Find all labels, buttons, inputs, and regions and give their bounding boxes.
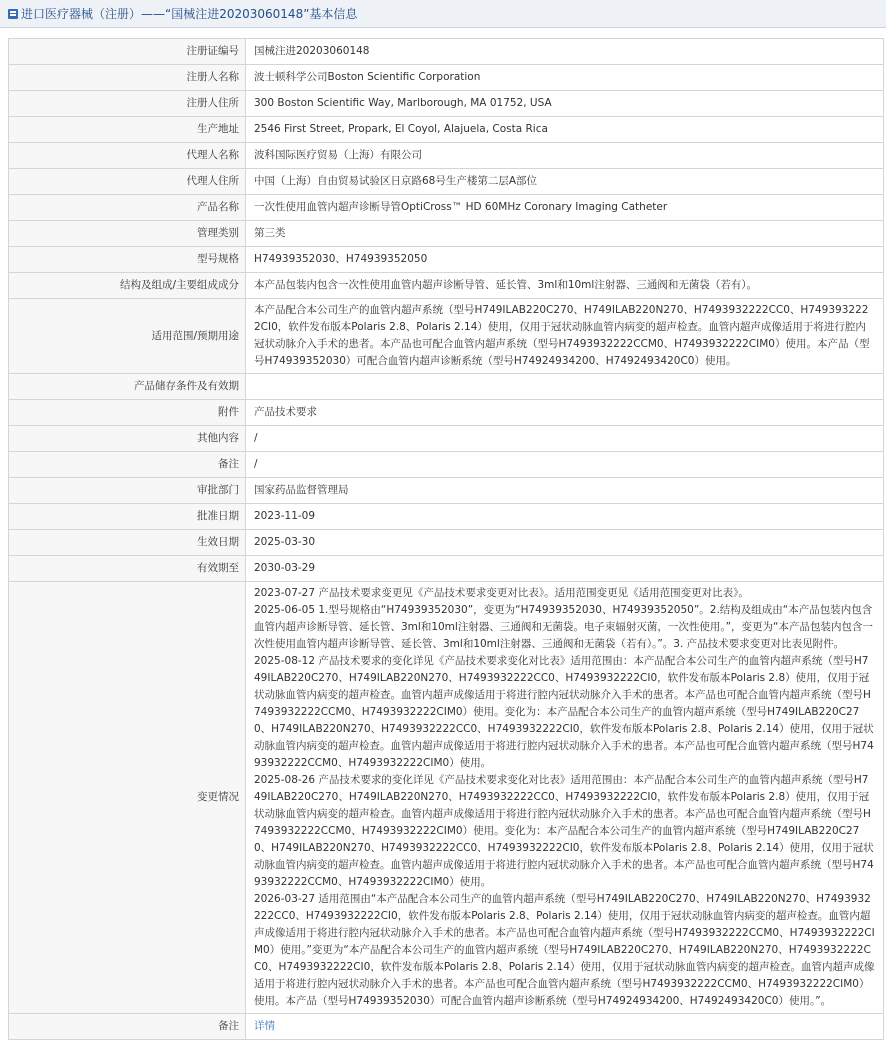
row-value: 一次性使用血管内超声诊断导管OptiCross™ HD 60MHz Coronary Imaging Catheter [246, 195, 884, 221]
row-label: 结构及组成/主要组成成分 [9, 273, 246, 299]
details-link[interactable]: 详情 [254, 1020, 275, 1032]
change-entry: 2023-07-27 产品技术要求变更见《产品技术要求变更对比表》。适用范围变更见《适用范围变更对比表》。 [254, 587, 749, 599]
change-entry: 2025-08-26 产品技术要求的变化详见《产品技术要求变化对比表》适用范围由：本产品配合本公司生产的血管内超声系统（型号H749ILAB220C270、H749ILAB220N270、H7493932222CC0、H7493932222CI0，软件发布版本Polaris 2.8）使用，仅用于冠状动脉血管内病变的超声检查。血管内超声成像适用于将进行腔内冠状动脉介入手术的患者。本产品也可配合血管内超声系统（型号H7493932222CCM0、H7493932222CIM0）使用。变化为：本产品配合本公司生产的血管内超声系统（型号H749ILAB220C270、H749ILAB220N270、H7493932222CC0、H7493932222CI0，软件发布版本Polaris 2.8、Polaris 2.14）使用，仅用于冠状动脉血管内病变的超声检查。血管内超声成像适用于将进行腔内冠状动脉介入手术的患者。本产品也可配合血管内超声系统（型号H7493932222CCM0、H7493932222CIM0）使用。 [254, 774, 874, 888]
table-row [9, 1014, 884, 1040]
table-row [9, 247, 884, 273]
row-label: 生效日期 [9, 530, 246, 556]
change-entry: 2025-06-05 1.型号规格由“H74939352030”，变更为“H74939352030、H74939352050”。2.结构及组成由“本产品包装内包含血管内超声诊断导管、延长管、3ml和10ml注射器、三通阀和无菌袋。电子束辐射灭菌，一次性使用。”，变更为“本产品包装内包含一次性使用血管内超声诊断导管、延长管、3ml和10ml注射器、三通阀和无菌袋（若有）。”。3. 产品技术要求变更对比表见附件。 [254, 604, 873, 650]
table-row [9, 39, 884, 65]
table-row [9, 556, 884, 582]
table-row [9, 504, 884, 530]
row-value: 2546 First Street, Propark, El Coyol, Alajuela, Costa Rica [246, 117, 884, 143]
row-value: 产品技术要求 [246, 400, 884, 426]
row-label: 型号规格 [9, 247, 246, 273]
row-label: 产品名称 [9, 195, 246, 221]
table-row [9, 400, 884, 426]
table-row [9, 299, 884, 374]
row-label: 代理人住所 [9, 169, 246, 195]
table-row [9, 426, 884, 452]
page-title: 进口医疗器械（注册）——“国械注进20203060148”基本信息 [21, 7, 358, 21]
table-row [9, 143, 884, 169]
row-value: 国械注进20203060148 [246, 39, 884, 65]
change-entry: 2025-08-12 产品技术要求的变化详见《产品技术要求变化对比表》适用范围由：本产品配合本公司生产的血管内超声系统（型号H749ILAB220C270、H749ILAB220N270、H7493932222CC0、H7493932222CI0，软件发布版本Polaris 2.8）使用，仅用于冠状动脉血管内病变的超声检查。血管内超声成像适用于将进行腔内冠状动脉介入手术的患者。本产品也可配合血管内超声系统（型号H7493932222CCM0、H7493932222CIM0）使用。变化为：本产品配合本公司生产的血管内超声系统（型号H749ILAB220C270、H749ILAB220N270、H7493932222CC0、H7493932222CI0，软件发布版本Polaris 2.8、Polaris 2.14）使用，仅用于冠状动脉血管内病变的超声检查。血管内超声成像适用于将进行腔内冠状动脉介入手术的患者。本产品也可配合血管内超声系统（型号H7493932222CCM0、H7493932222CIM0）使用。 [254, 655, 874, 769]
row-label: 注册人住所 [9, 91, 246, 117]
table-row [9, 91, 884, 117]
row-value: 2030-03-29 [246, 556, 884, 582]
row-label: 有效期至 [9, 556, 246, 582]
row-value: 第三类 [246, 221, 884, 247]
table-row [9, 221, 884, 247]
row-value: 本产品包装内包含一次性使用血管内超声诊断导管、延长管、3ml和10ml注射器、三通阀和无菌袋（若有）。 [246, 273, 884, 299]
row-label: 代理人名称 [9, 143, 246, 169]
row-value: H74939352030、H74939352050 [246, 247, 884, 273]
row-value: 国家药品监督管理局 [246, 478, 884, 504]
table-row [9, 582, 884, 1014]
table-row [9, 374, 884, 400]
page-header [0, 0, 886, 28]
row-label: 变更情况 [9, 582, 246, 1014]
row-label: 批准日期 [9, 504, 246, 530]
row-value: 本产品配合本公司生产的血管内超声系统（型号H749ILAB220C270、H749ILAB220N270、H7493932222CC0、H7493932222CI0，软件发布版本Polaris 2.8、Polaris 2.14）使用，仅用于冠状动脉血管内病变的超声检查。血管内超声成像适用于将进行腔内冠状动脉介入手术的患者。本产品也可配合血管内超声系统（型号H7493932222CCM0、H7493932222CIM0）使用。本产品（型号H74939352030）可配合血管内超声诊断系统（型号H74924934200、H7492493420C0）使用。 [246, 299, 884, 374]
row-label: 产品储存条件及有效期 [9, 374, 246, 400]
row-value [246, 374, 884, 400]
row-value: / [246, 426, 884, 452]
table-row [9, 530, 884, 556]
row-label: 注册人名称 [9, 65, 246, 91]
row-value: 波士顿科学公司Boston Scientific Corporation [246, 65, 884, 91]
table-row [9, 169, 884, 195]
change-entry: 2026-03-27 适用范围由“本产品配合本公司生产的血管内超声系统（型号H749ILAB220C270、H749ILAB220N270、H7493932222CC0、H7493932222CI0，软件发布版本Polaris 2.8、Polaris 2.14）使用，仅用于冠状动脉血管内病变的超声检查。血管内超声成像适用于将进行腔内冠状动脉介入手术的患者。本产品也可配合血管内超声系统（型号H7493932222CCM0、H7493932222CIM0）使用。”变更为“本产品配合本公司生产的血管内超声系统（型号H749ILAB220C270、H749ILAB220N270、H7493932222CC0、H7493932222CI0，软件发布版本Polaris 2.8、Polaris 2.14）使用，仅用于冠状动脉血管内病变的超声检查。血管内超声成像适用于将进行腔内冠状动脉介入手术的患者。本产品也可配合血管内超声系统（型号H7493932222CCM0、H7493932222CIM0）使用。本产品（型号H74939352030）可配合血管内超声诊断系统（型号H74924934200、H7492493420C0）使用。”。 [254, 893, 875, 1007]
change-history [246, 582, 884, 1014]
row-label: 其他内容 [9, 426, 246, 452]
row-label: 附件 [9, 400, 246, 426]
row-label: 管理类别 [9, 221, 246, 247]
info-table [8, 38, 884, 1040]
row-value: 2023-11-09 [246, 504, 884, 530]
table-row [9, 478, 884, 504]
row-value: 波科国际医疗贸易（上海）有限公司 [246, 143, 884, 169]
row-value: 中国（上海）自由贸易试验区日京路68号生产楼第二层A部位 [246, 169, 884, 195]
row-label: 注册证编号 [9, 39, 246, 65]
row-value: / [246, 452, 884, 478]
table-row [9, 452, 884, 478]
row-label: 备注 [9, 452, 246, 478]
row-value: 300 Boston Scientific Way, Marlborough, MA 01752, USA [246, 91, 884, 117]
row-label: 生产地址 [9, 117, 246, 143]
row-label: 审批部门 [9, 478, 246, 504]
row-label: 适用范围/预期用途 [9, 299, 246, 374]
table-row [9, 65, 884, 91]
row-value: 2025-03-30 [246, 530, 884, 556]
row-label: 备注 [9, 1014, 246, 1040]
table-row [9, 117, 884, 143]
document-icon [8, 9, 18, 19]
table-row [9, 195, 884, 221]
table-row [9, 273, 884, 299]
